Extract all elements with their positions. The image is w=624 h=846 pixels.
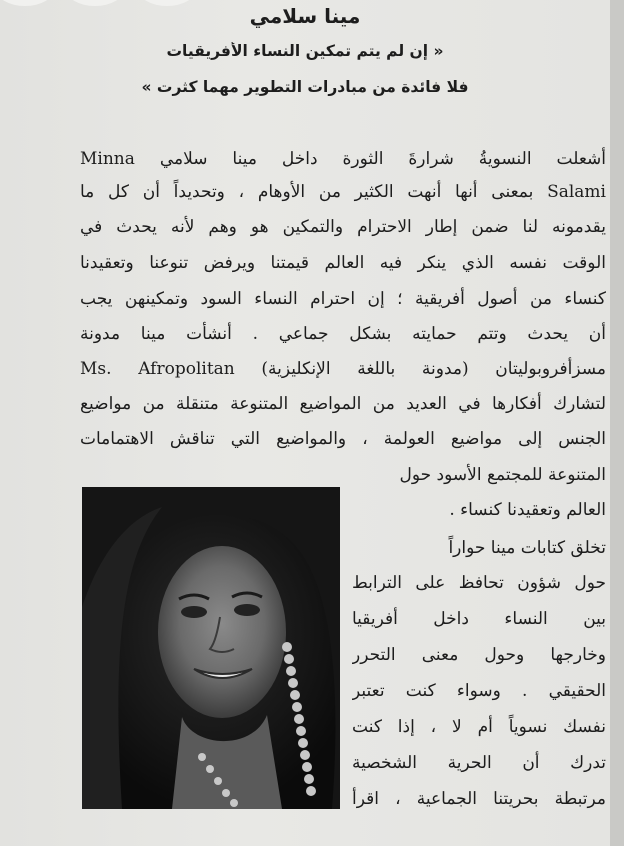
- body-line: لتشارك أفكارها في العديد من المواضيع المتنوعة متنقلة من مواضيع: [80, 394, 606, 414]
- quote-line-2: فلا فائدة من مبادرات التطوير مهما كثرت »: [141, 78, 469, 96]
- portrait-photo: [82, 487, 340, 809]
- body-line: يقدمونه لنا ضمن إطار الاحترام والتمكين هو وهم لأنه يحدث في: [80, 217, 606, 237]
- body-line: تخلق كتابات مينا حواراً: [448, 538, 606, 558]
- body-line: حول شؤون تحافظ على الترابط: [352, 573, 606, 593]
- body-line: أن يحدث وتتم حمايته بشكل جماعي . أنشأت مينا مدونة: [80, 324, 606, 344]
- body-line: بين النساء داخل أفريقيا: [352, 609, 606, 629]
- body-line: الوقت نفسه الذي ينكر فيه العالم قيمتنا ويرفض تنوعنا وتعقيدنا: [80, 253, 606, 273]
- body-line: تدرك أن الحرية الشخصية: [352, 753, 606, 773]
- body-line: Salami بمعنى أنها أنهت الكثير من الأوهام ، وتحديداً أن كل ما: [80, 182, 606, 202]
- body-line: العالم وتعقيدنا كنساء .: [449, 500, 606, 520]
- body-line: الجنس إلى مواضيع العولمة ، والمواضيع التي تناقش الاهتمامات: [80, 429, 606, 449]
- portrait-illustration: [82, 487, 340, 809]
- body-line: كنساء من أصول أفريقية ؛ إن احترام النساء السود وتمكينهن يجب: [80, 289, 606, 309]
- body-line: وخارجها وحول معنى التحرر: [352, 645, 606, 665]
- body-line: مسزأفروبوليتان (مدونة باللغة الإنكليزية) Ms. Afropolitan: [80, 359, 606, 379]
- body-line: نفسك نسوياً أم لا ، إذا كنت: [352, 717, 606, 737]
- body-line: الحقيقي . وسواء كنت تعتبر: [352, 681, 606, 701]
- body-line: المتنوعة للمجتمع الأسود حول: [399, 465, 606, 485]
- quote-line-1: « إن لم يتم تمكين النساء الأفريقيات: [166, 42, 444, 60]
- body-line: أشعلت النسويةُ شرارةَ الثورة داخل مينا سلامي Minna: [80, 149, 606, 169]
- body-line: مرتبطة بحريتنا الجماعية ، اقرأ: [352, 789, 606, 809]
- article-name: مينا سلامي: [249, 4, 361, 28]
- page-edge: [610, 0, 624, 846]
